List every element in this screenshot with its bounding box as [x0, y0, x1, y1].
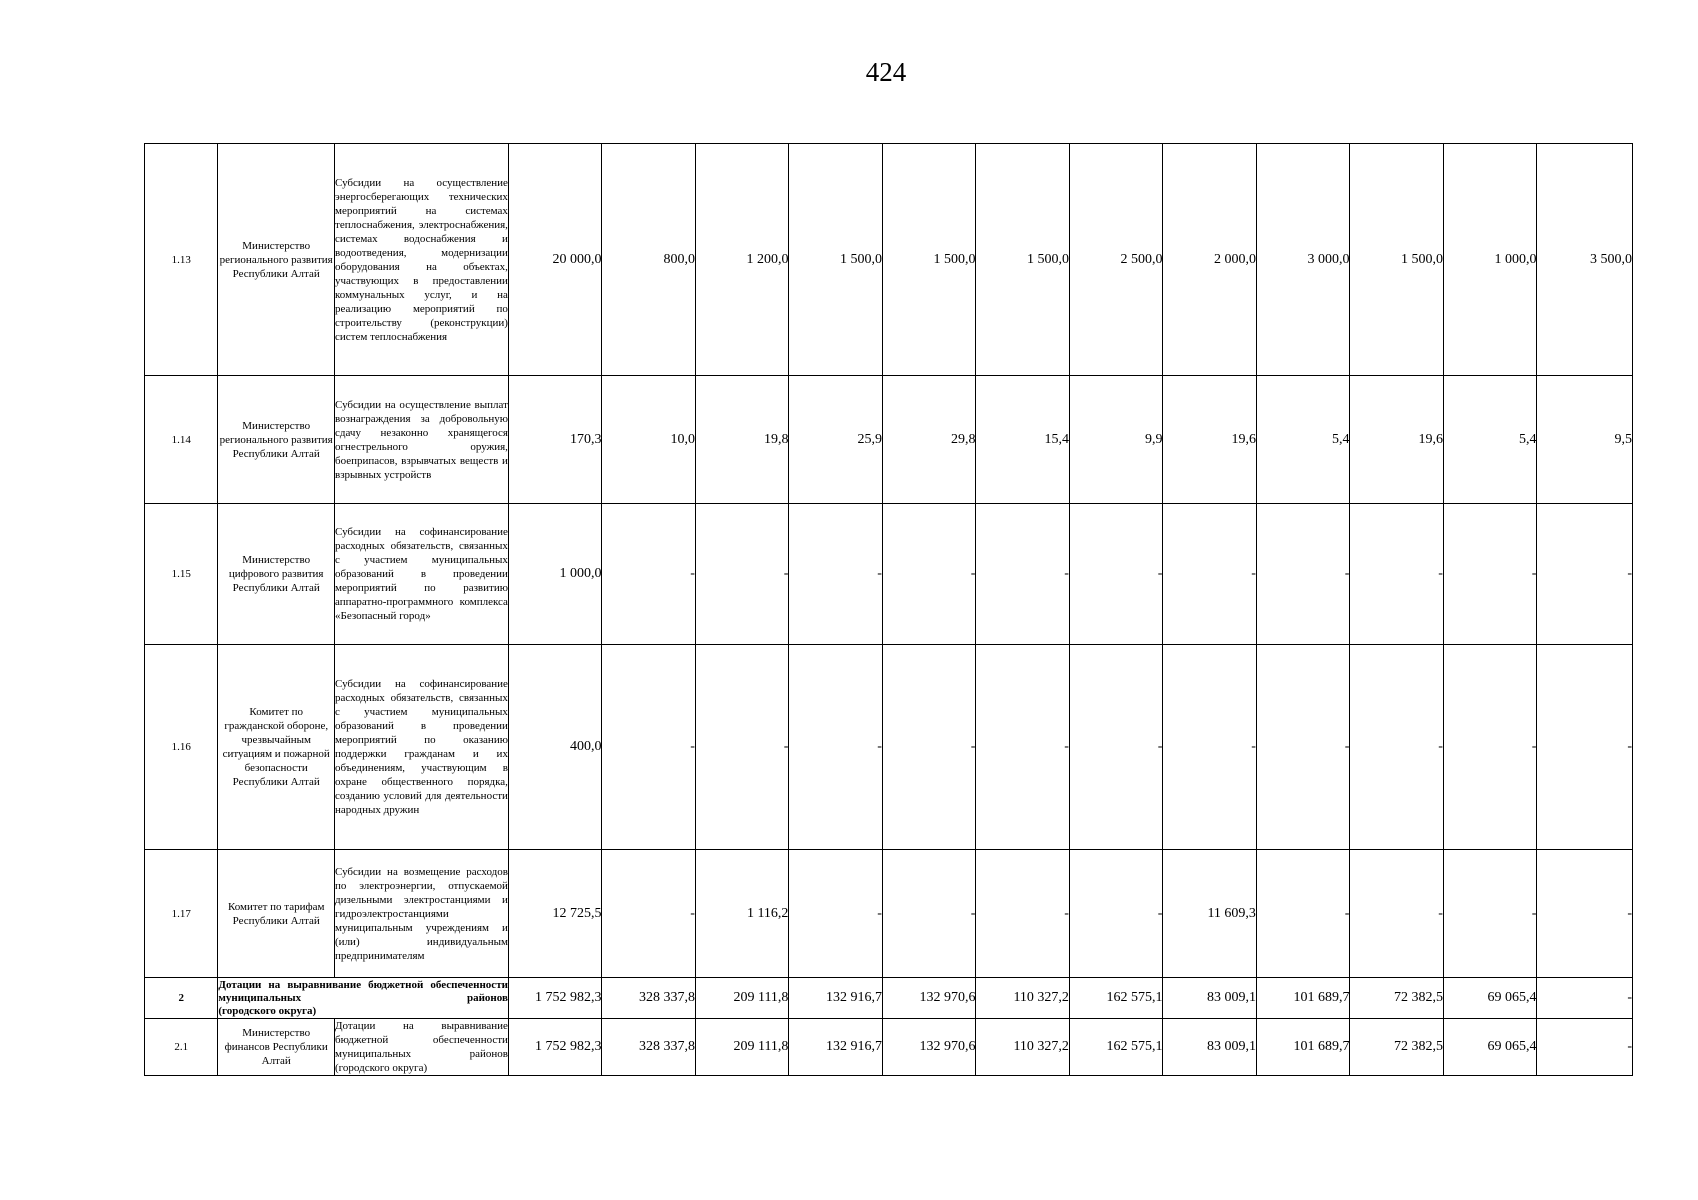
row-value: 132 916,7 [789, 1019, 883, 1076]
page-number: 424 [865, 57, 907, 87]
row-value: 1 500,0 [976, 144, 1070, 376]
row-value: 11 609,3 [1163, 850, 1257, 978]
row-value: - [789, 850, 883, 978]
row-value: - [602, 504, 696, 645]
row-number: 2.1 [145, 1019, 218, 1076]
row-value: 110 327,2 [976, 978, 1070, 1019]
row-value: 170,3 [508, 376, 602, 504]
row-value: 1 752 982,3 [508, 1019, 602, 1076]
row-value: - [1537, 850, 1633, 978]
row-value: - [1443, 645, 1537, 850]
row-value: 328 337,8 [602, 1019, 696, 1076]
row-value: - [1537, 645, 1633, 850]
row-value: 800,0 [602, 144, 696, 376]
row-value: - [1350, 504, 1444, 645]
row-description: Субсидии на осуществление энергосберегающих технических мероприятий на системах теплоснабжения, электроснабжения, системах водоснабжения и водоотведения, модернизации оборудования на объектах, участвующих в предоставлении коммунальных услуг, и на реализацию мероприятий по строительству (реконструкции) систем теплоснабжения [335, 144, 509, 376]
row-value: 83 009,1 [1163, 1019, 1257, 1076]
row-value: 69 065,4 [1443, 978, 1537, 1019]
row-value: - [695, 504, 789, 645]
row-value: 209 111,8 [695, 1019, 789, 1076]
row-value: - [695, 645, 789, 850]
row-value: 1 500,0 [789, 144, 883, 376]
row-value: - [1537, 1019, 1633, 1076]
row-value: - [1256, 645, 1350, 850]
row-organization: Министерство регионального развития Республики Алтай [218, 376, 335, 504]
row-description: Субсидии на софинансирование расходных обязательств, связанных с участием муниципальных образований в проведении мероприятий по оказанию поддержки гражданам и их объединениям, участвующим в охране общественного порядка, созданию условий для деятельности народных дружин [335, 645, 509, 850]
row-value: - [1163, 645, 1257, 850]
row-value: 101 689,7 [1256, 1019, 1350, 1076]
row-value: - [1443, 504, 1537, 645]
row-value: - [976, 850, 1070, 978]
row-value: 25,9 [789, 376, 883, 504]
row-value: - [882, 645, 976, 850]
row-value: 1 200,0 [695, 144, 789, 376]
row-organization: Министерство регионального развития Республики Алтай [218, 144, 335, 376]
row-value: 1 000,0 [1443, 144, 1537, 376]
row-value: 83 009,1 [1163, 978, 1257, 1019]
row-value: - [976, 645, 1070, 850]
row-value: 3 000,0 [1256, 144, 1350, 376]
row-value: - [882, 850, 976, 978]
row-value: 15,4 [976, 376, 1070, 504]
row-value: 1 116,2 [695, 850, 789, 978]
row-value: 328 337,8 [602, 978, 696, 1019]
row-description: Субсидии на возмещение расходов по электроэнергии, отпускаемой дизельными электростанциями и гидроэлектростанциями муниципальным учреждениям и (или) индивидуальным предпринимателям [335, 850, 509, 978]
row-value: - [1069, 850, 1163, 978]
row-value: 10,0 [602, 376, 696, 504]
row-number: 2 [145, 978, 218, 1019]
table-row [145, 144, 1633, 376]
row-value: - [1069, 645, 1163, 850]
row-value: 9,9 [1069, 376, 1163, 504]
row-description [218, 978, 509, 1019]
row-value: 101 689,7 [1256, 978, 1350, 1019]
row-value: - [1350, 645, 1444, 850]
budget-table [144, 143, 1633, 1076]
row-description: Субсидии на софинансирование расходных обязательств, связанных с участием муниципальных образований в проведении мероприятий по развитию аппаратно-программного комплекса «Безопасный город» [335, 504, 509, 645]
row-description: Субсидии на осуществление выплат вознаграждения за добровольную сдачу незаконно хранящегося огнестрельного оружия, боеприпасов, взрывчатых веществ и взрывных устройств [335, 376, 509, 504]
row-organization: Министерство финансов Республики Алтай [218, 1019, 335, 1076]
row-organization: Комитет по гражданской обороне, чрезвычайным ситуациям и пожарной безопасности Республики Алтай [218, 645, 335, 850]
row-value: 1 000,0 [508, 504, 602, 645]
row-value: - [789, 645, 883, 850]
row-description: Дотации на выравнивание бюджетной обеспеченности муниципальных районов (городского округа) [335, 1020, 508, 1074]
row-description-line: (городского округа) [218, 1004, 317, 1017]
row-value: 3 500,0 [1537, 144, 1633, 376]
row-value: 1 500,0 [1350, 144, 1444, 376]
row-value: 72 382,5 [1350, 1019, 1444, 1076]
row-value: 69 065,4 [1443, 1019, 1537, 1076]
row-value: 1 752 982,3 [508, 978, 602, 1019]
row-value: - [976, 504, 1070, 645]
row-value: 209 111,8 [695, 978, 789, 1019]
row-value: 162 575,1 [1069, 1019, 1163, 1076]
row-number: 1.14 [145, 376, 218, 504]
row-value: 110 327,2 [976, 1019, 1070, 1076]
row-value: - [1537, 504, 1633, 645]
row-value: 132 970,6 [882, 1019, 976, 1076]
row-value: - [1256, 504, 1350, 645]
table-row [145, 645, 1633, 850]
row-value: - [882, 504, 976, 645]
row-value: 2 500,0 [1069, 144, 1163, 376]
row-value: - [1537, 978, 1633, 1019]
row-value: - [1163, 504, 1257, 645]
table-row [145, 978, 1633, 1019]
row-value: 5,4 [1443, 376, 1537, 504]
row-value: 19,6 [1350, 376, 1444, 504]
row-number: 1.15 [145, 504, 218, 645]
row-value: - [602, 850, 696, 978]
table-row [145, 504, 1633, 645]
row-value: 9,5 [1537, 376, 1633, 504]
row-value: 29,8 [882, 376, 976, 504]
row-organization: Комитет по тарифам Республики Алтай [218, 850, 335, 978]
table-row [145, 850, 1633, 978]
row-organization: Министерство цифрового развития Республики Алтай [218, 504, 335, 645]
row-value: 19,8 [695, 376, 789, 504]
row-value: - [1443, 850, 1537, 978]
row-value: 12 725,5 [508, 850, 602, 978]
row-value: 5,4 [1256, 376, 1350, 504]
row-number: 1.13 [145, 144, 218, 376]
row-value: - [1069, 504, 1163, 645]
table-row [145, 1019, 1633, 1076]
row-value: 1 500,0 [882, 144, 976, 376]
row-value: - [1350, 850, 1444, 978]
row-number: 1.16 [145, 645, 218, 850]
row-value: 132 916,7 [789, 978, 883, 1019]
row-value: - [602, 645, 696, 850]
row-value: 400,0 [508, 645, 602, 850]
table-row [145, 376, 1633, 504]
row-value: - [789, 504, 883, 645]
row-value: - [1256, 850, 1350, 978]
row-value: 19,6 [1163, 376, 1257, 504]
row-value: 162 575,1 [1069, 978, 1163, 1019]
row-value: 72 382,5 [1350, 978, 1444, 1019]
row-description-line: Дотации на выравнивание бюджетной обеспеченности муниципальных районов [218, 978, 508, 1004]
row-value: 132 970,6 [882, 978, 976, 1019]
row-value: 2 000,0 [1163, 144, 1257, 376]
row-number: 1.17 [145, 850, 218, 978]
row-value: 20 000,0 [508, 144, 602, 376]
